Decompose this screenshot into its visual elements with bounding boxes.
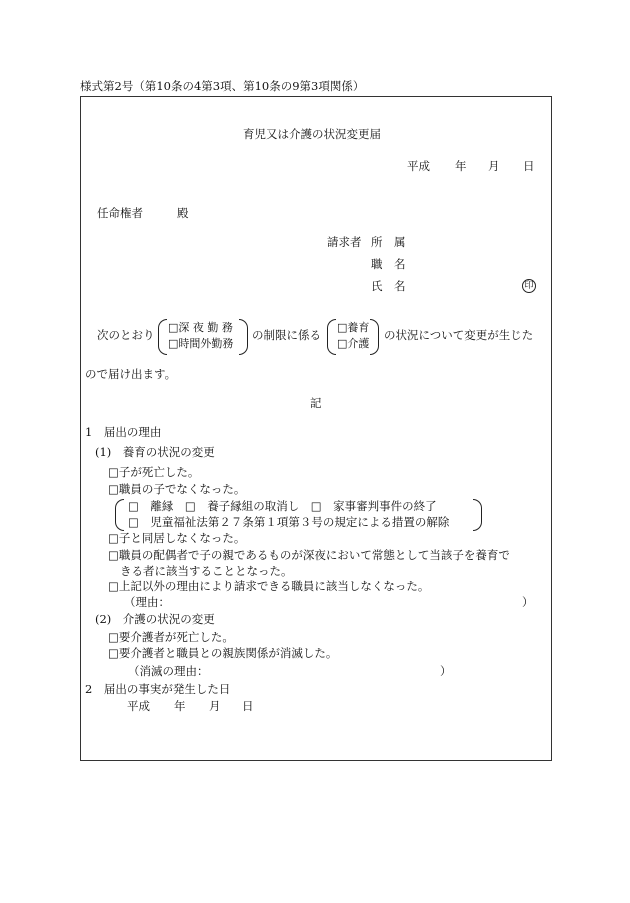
work-type-overtime: □時間外勤務 bbox=[168, 337, 234, 350]
requester-position-label: 職 名 bbox=[371, 257, 406, 271]
checkbox-item-relation-ended: □要介護者と職員との親族関係が消滅した。 bbox=[108, 646, 338, 660]
date-day: 日 bbox=[523, 159, 535, 173]
care-type-nursing: □介護 bbox=[337, 337, 370, 350]
section2-heading: 2 届出の事実が発生した日 bbox=[85, 682, 231, 696]
checkbox-item-not-cohabiting: □子と同居しなくなった。 bbox=[108, 531, 246, 545]
checkbox-item-spouse-can-care-cont: きる者に該当することとなった。 bbox=[120, 564, 293, 578]
requester-dept-label: 所 属 bbox=[371, 235, 406, 249]
right-paren-reasons bbox=[473, 499, 482, 531]
section1-sub2-heading: (2) 介護の状況の変更 bbox=[95, 612, 215, 626]
right-paren-work bbox=[239, 319, 248, 355]
other-reason-close: ） bbox=[522, 595, 534, 609]
requester-label: 請求者 bbox=[327, 235, 362, 249]
reason-options-row2: □ 児童福祉法第２７条第１項第３号の規定による措置の解除 bbox=[128, 515, 450, 529]
checkbox-item-spouse-can-care: □職員の配偶者で子の親であるものが深夜において常態として当該子を養育で bbox=[108, 548, 510, 562]
date-era: 平成 bbox=[407, 159, 430, 173]
date-year: 年 bbox=[455, 159, 467, 173]
left-paren-work bbox=[158, 319, 167, 355]
section1-heading: 1 届出の理由 bbox=[85, 425, 162, 439]
addressee-honorific: 殿 bbox=[177, 206, 189, 220]
seal-mark-icon: 印 bbox=[522, 279, 536, 293]
checkbox-item-child-died: □子が死亡した。 bbox=[108, 465, 200, 479]
addressee-label: 任命権者 bbox=[97, 206, 143, 220]
reason-options-row1: □ 離縁 □ 養子縁組の取消し □ 家事審判事件の終了 bbox=[128, 499, 437, 513]
section1-sub1-heading: (1) 養育の状況の変更 bbox=[95, 445, 215, 459]
left-paren-reasons bbox=[115, 499, 124, 531]
statement-prefix: 次のとおり bbox=[97, 328, 155, 342]
statement-middle: の制限に係る bbox=[252, 328, 321, 342]
care-type-childcare: □養育 bbox=[337, 321, 370, 334]
requester-name-label: 氏 名 bbox=[371, 279, 406, 293]
other-reason-label: （理由： bbox=[124, 595, 170, 609]
statement-suffix: の状況について変更が生じた bbox=[384, 328, 534, 342]
checkbox-item-other-reason: □上記以外の理由により請求できる職員に該当しなくなった。 bbox=[108, 579, 430, 593]
statement-continuation: ので届け出ます。 bbox=[85, 367, 177, 381]
occurrence-date-year: 年 bbox=[174, 699, 186, 713]
work-type-late-night: □深 夜 勤 務 bbox=[168, 321, 233, 334]
checkbox-item-no-longer-child: □職員の子でなくなった。 bbox=[108, 482, 246, 496]
left-paren-care bbox=[327, 319, 336, 355]
occurrence-date-day: 日 bbox=[242, 699, 254, 713]
document-title: 育児又は介護の状況変更届 bbox=[243, 127, 381, 141]
form-number-label: 様式第2号（第10条の4第3項、第10条の9第3項関係） bbox=[80, 79, 365, 93]
occurrence-date-month: 月 bbox=[209, 699, 221, 713]
checkbox-item-care-recipient-died: □要介護者が死亡した。 bbox=[108, 630, 234, 644]
right-paren-care bbox=[370, 319, 379, 355]
relation-ended-reason-label: （消滅の理由： bbox=[128, 664, 209, 678]
ki-heading: 記 bbox=[310, 396, 322, 410]
date-month: 月 bbox=[488, 159, 500, 173]
relation-ended-reason-close: ） bbox=[440, 664, 452, 678]
occurrence-date-era: 平成 bbox=[127, 699, 150, 713]
